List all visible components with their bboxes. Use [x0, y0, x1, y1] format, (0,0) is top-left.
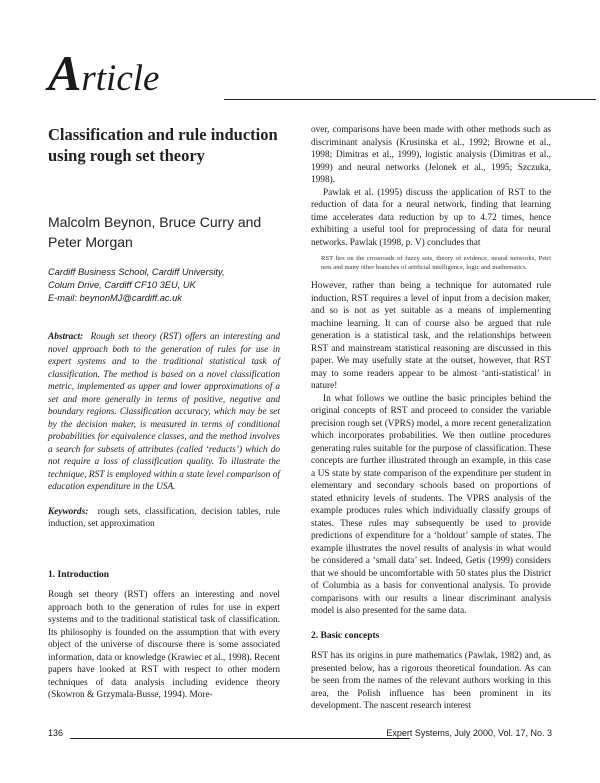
- basic-concepts-heading: 2. Basic concepts: [311, 630, 380, 641]
- article-heading: [48, 45, 160, 101]
- affiliation-line-1: Cardiff Business School, Cardiff University,: [48, 267, 225, 277]
- footer-rule: [70, 738, 410, 739]
- page-number: 136: [48, 728, 64, 738]
- article-heading-rest: rticle: [81, 58, 160, 99]
- right-column: [311, 124, 551, 713]
- right-paragraph-3: However, rather than being a technique for automated rule induction, RST requires a level of input from a decision maker, and so is not as yet suitable as a means of implementing machine learning. It can of course also be argued that rule generation is a statistical task, and the relationships between RST and mainstream statistical reasoning are discussed in this paper. We may usefully state at the outset, however, that RST may to some readers appear to be almost ‘anti-statistical’ in nature!: [311, 281, 551, 392]
- right-paragraph-1: over, comparisons have been made with other methods such as discriminant analysis (Krusinska et al., 1992; Browne et al., 1998; Dimitras et al., 1999), logistic analysis (Dimitras et al., 1999) and neural networks (Jelonek et al., 1995; Szczuka, 1998).: [311, 125, 551, 185]
- keywords: [48, 506, 280, 531]
- right-paragraph-5: RST has its origins in pure mathematics (Pawlak, 1982) and, as presented below, has a rigorous theoretical foundation. As can be seen from the names of the relevant authors working in this area, the Polish influence has been prominent in its development. The nascent research interest: [311, 651, 551, 712]
- right-paragraph-4: In what follows we outline the basic principles behind the original concepts of RST and proceed to consider the variable precision rough set (VPRS) model, a more recent generalization which incorporates probabilities. We then outline procedures generating rules suitable for the purpose of classification. These concepts are further illustrated through an example, in this case a US state by state comparison of the expenditure per student in elementary and secondary schools based on proportions of stated ethnicity levels of students. The VPRS analysis of the example produces rules which individually classify groups of states. These rules may subsequently be used to provide predictions of expenditure for a ‘holdout’ sample of states. The example illustrates the novel results of analysis in what would be considered a ‘small data’ set. Indeed, Getis (1999) considers that we should be uncomfortable with 50 states plus the District of Columbia as a basis for conventional analysis. To provide comparisons with our results a linear discriminant analysis model is also presented for the same data.: [311, 393, 551, 617]
- intro-heading: 1. Introduction: [48, 569, 110, 580]
- affiliation-line-2: Colum Drive, Cardiff CF10 3EU, UK: [48, 280, 196, 290]
- keywords-label: Keywords:: [48, 506, 89, 517]
- intro-paragraph: Rough set theory (RST) offers an interesting and novel approach both to the generation of rules for use in expert systems and to the traditional statistical task of classification. Its philosophy is founded on the assumption that with every object of the universe of discourse there is some associated information, data or knowledge (Krawiec et al., 1998). Recent papers have looked at RST with respect to other modern techniques of data analysis including evidence theory (Skowron & Grzymala-Busse, 1994). More-: [48, 590, 280, 700]
- abstract-text: Rough set theory (RST) offers an interesting and novel approach both to the generation of rules for use in expert systems and to the traditional statistical task of classification. The method is based on a novel classification metric, implemented as upper and lower approximations of a set and more generally in terms of positive, negative and boundary regions. Classification accuracy, which may be set by the decision maker, is measured in terms of conditional probabilities for equivalence classes, and the method involves a search for subsets of attributes (called ‘reducts’) which do not require a loss of classification quality. To illustrate the technique, RST is employed within a state level comparison of education expenditure in the USA.: [48, 332, 281, 492]
- article-heading-initial: A: [48, 45, 82, 101]
- article-header: [48, 45, 552, 104]
- paper-title: Classification and rule induction using rough set theory: [48, 125, 278, 165]
- right-paragraph-2: Pawlak et al. (1995) discuss the application of RST to the reduction of data for a neural network, finding that learning time accelerates data reduction by up to 4.72 times, hence exhibiting a useful tool for preprocessing of data for neural networks. Pawlak (1998, p. V) concludes that: [311, 187, 551, 248]
- affiliation: [48, 266, 280, 305]
- abstract-label: Abstract:: [48, 332, 84, 342]
- keywords-text: rough sets, classification, decision tables, rule induction, set approximation: [48, 506, 280, 529]
- page-footer: [48, 728, 552, 742]
- journal-citation: Expert Systems, July 2000, Vol. 17, No. 3: [386, 728, 552, 738]
- abstract: [48, 331, 280, 494]
- block-quote: RST lies on the crossroads of fuzzy sets, theory of evidence, neural networks, Petri nets and many other branches of artificial intelligence, logic and mathematics.: [321, 255, 551, 271]
- affiliation-email: E-mail: beynonMJ@cardiff.ac.uk: [48, 293, 182, 303]
- authors: Malcolm Beynon, Bruce Curry and Peter Morgan: [48, 214, 262, 250]
- header-rule: [224, 99, 596, 100]
- left-column: [48, 124, 280, 702]
